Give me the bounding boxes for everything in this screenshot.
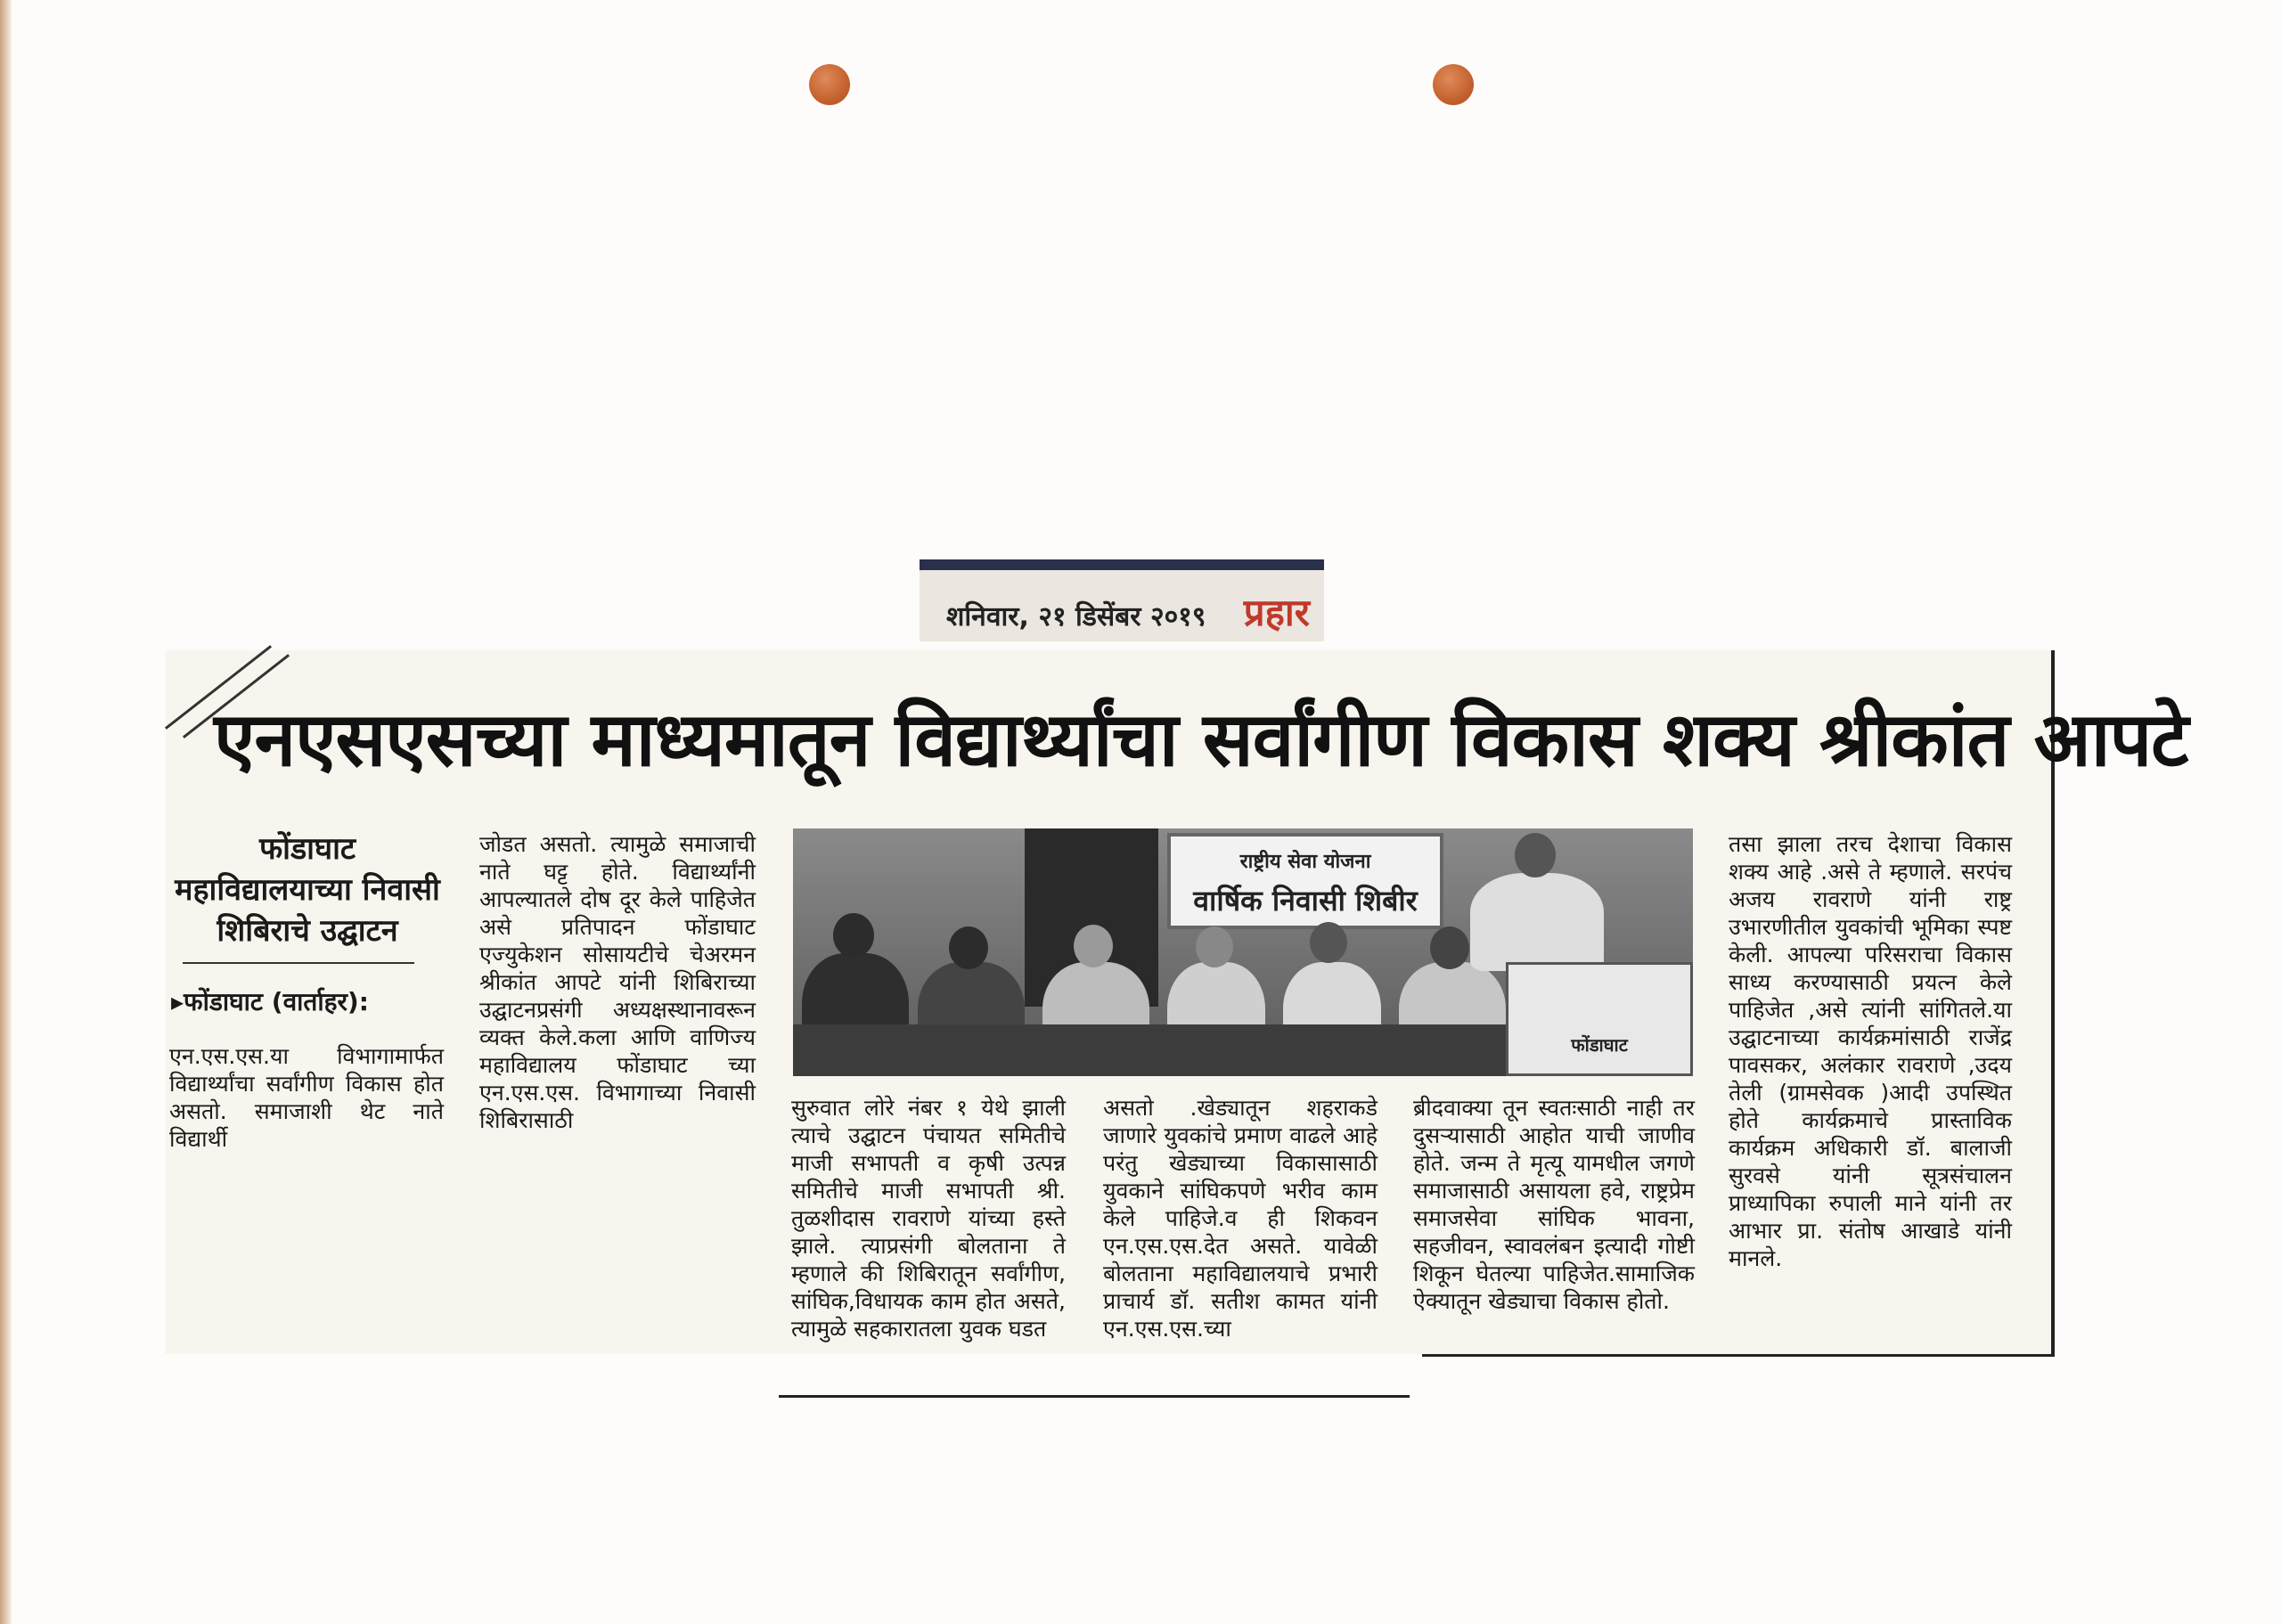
newspaper-brand: प्रहार [1243,591,1310,634]
photo-banner [1167,833,1443,929]
article-byline: ▸फोंडाघाट (वार्ताहर): [171,987,369,1016]
article-column-2 [479,830,756,1134]
subtitle-line: महाविद्यालयाच्या निवासी [175,872,440,908]
column-text: जोडत असतो. त्यामुळे समाजाची नाते घट्ट होते. विद्यार्थ्यांनी आपल्यातले दोष दूर केले पाहिजेत असे प्रतिपादन फोंडाघाट एज्युकेशन सोसायटीचे चेअरमन श्रीकांत आपटे यांनी शिबिराच्या उद्घाटनप्रसंगी अध्यक्षस्थानावरून व्यक्त केले.कला आणि वाणिज्य महाविद्यालय फोंडाघाट च्या एन.एस.एस. विभागाच्या निवासी शिबिरासाठी [479,831,756,1133]
column-text: तसा झाला तरच देशाचा विकास शक्य आहे .असे ते म्हणाले. सरपंच अजय रावराणे यांनी राष्ट्र उभारणीतील युवकांची भूमिका स्पष्ट केली. आपल्या परिसराचा विकास साध्य करण्यासाठी प्रयत्न केले पाहिजेत ,असे त्यांनी सांगितले.या उद्घाटनाच्या कार्यक्रमांसाठी राजेंद्र पावसकर, अलंकार रावराणे ,उदय तेली (ग्रामसेवक )आदी उपस्थित होते कार्यक्रमाचे प्रास्ताविक कार्यक्रम अधिकारी डॉ. बालाजी सुरवसे यांनी सूत्रसंचालन प्राध्यापिका रुपाली माने यांनी तर आभार प्रा. संतोष आखाडे यांनी मानले. [1729,831,2012,1271]
column-text: असतो .खेड्यातून शहराकडे जाणारे युवकांचे प्रमाण वाढले आहे परंतु खेड्याच्या विकासासाठी युवकाने सांघिकपणे भरीव काम केले पाहिजे.व ही शिकवन एन.एस.एस.देत असते. यावेळी बोलताना महाविद्यालयाचे प्रभारी प्राचार्य डॉ. सतीश कामत यांनी एन.एस.एस.च्या [1103,1095,1378,1342]
newspaper-masthead [920,559,1324,641]
photo-podium [1506,962,1693,1076]
event-photo [793,828,1693,1076]
article-subtitle [169,828,446,951]
punch-hole-right [1433,64,1474,105]
subtitle-line: फोंडाघाट [258,831,356,867]
article-column-6 [1729,830,2012,1272]
divider [183,962,414,964]
masthead-date: शनिवार, २१ डिसेंबर २०१९ [946,601,1206,632]
column-text: सुरुवात लोरे नंबर १ येथे झाली त्याचे उद्घाटन पंचायत समितीचे माजी सभापती व कृषी उत्पन्न समितीचे माजी सभापती श्री. तुळशीदास रावराणे यांच्या हस्ते झाले. त्याप्रसंगी बोलताना ते म्हणाले की शिबिरातून सर्वांगीण, सांघिक,विधायक काम होत असते, त्यामुळे सहकारातला युवक घडत [791,1095,1066,1342]
podium-label: फोंडाघाट [1571,1034,1628,1056]
column-text: ब्रीदवाक्या तून स्वतःसाठी नाही तर दुसऱ्यासाठी आहोत याची जाणीव होते. जन्म ते मृत्यू यामधील जगणे समाजासाठी असायला हवे, राष्ट्रप्रेम समाजसेवा सांघिक भावना, सहजीवन, स्वावलंबन इत्यादी गोष्टी शिकून घेतल्या पाहिजेत.सामाजिक ऐक्यातून खेड्याचा विकास होतो. [1413,1095,1695,1314]
bottom-rule [779,1395,1410,1398]
banner-main-text: वार्षिक निवासी शिबीर [1193,884,1418,918]
article-headline: एनएसएसच्या माध्यमातून विद्यार्थ्यांचा सर्वांगीण विकास शक्य श्रीकांत आपटे [214,696,2188,783]
article-column-4 [1103,1094,1378,1342]
punch-hole-left [809,64,850,105]
article-column-3 [791,1094,1066,1342]
article-column-5 [1413,1094,1695,1315]
article-column-1 [169,1042,444,1153]
scan-edge [0,0,12,1624]
bottom-rule [1422,1354,2055,1357]
subtitle-line: शिबिराचे उद्घाटन [217,913,398,949]
banner-top-text: राष्ट्रीय सेवा योजना [1239,851,1371,873]
column-text: एन.एस.एस.या विभागामार्फत विद्यार्थ्यांचा सर्वांगीण विकास होत असतो. समाजाशी थेट नाते विद्यार्थी [169,1043,444,1152]
